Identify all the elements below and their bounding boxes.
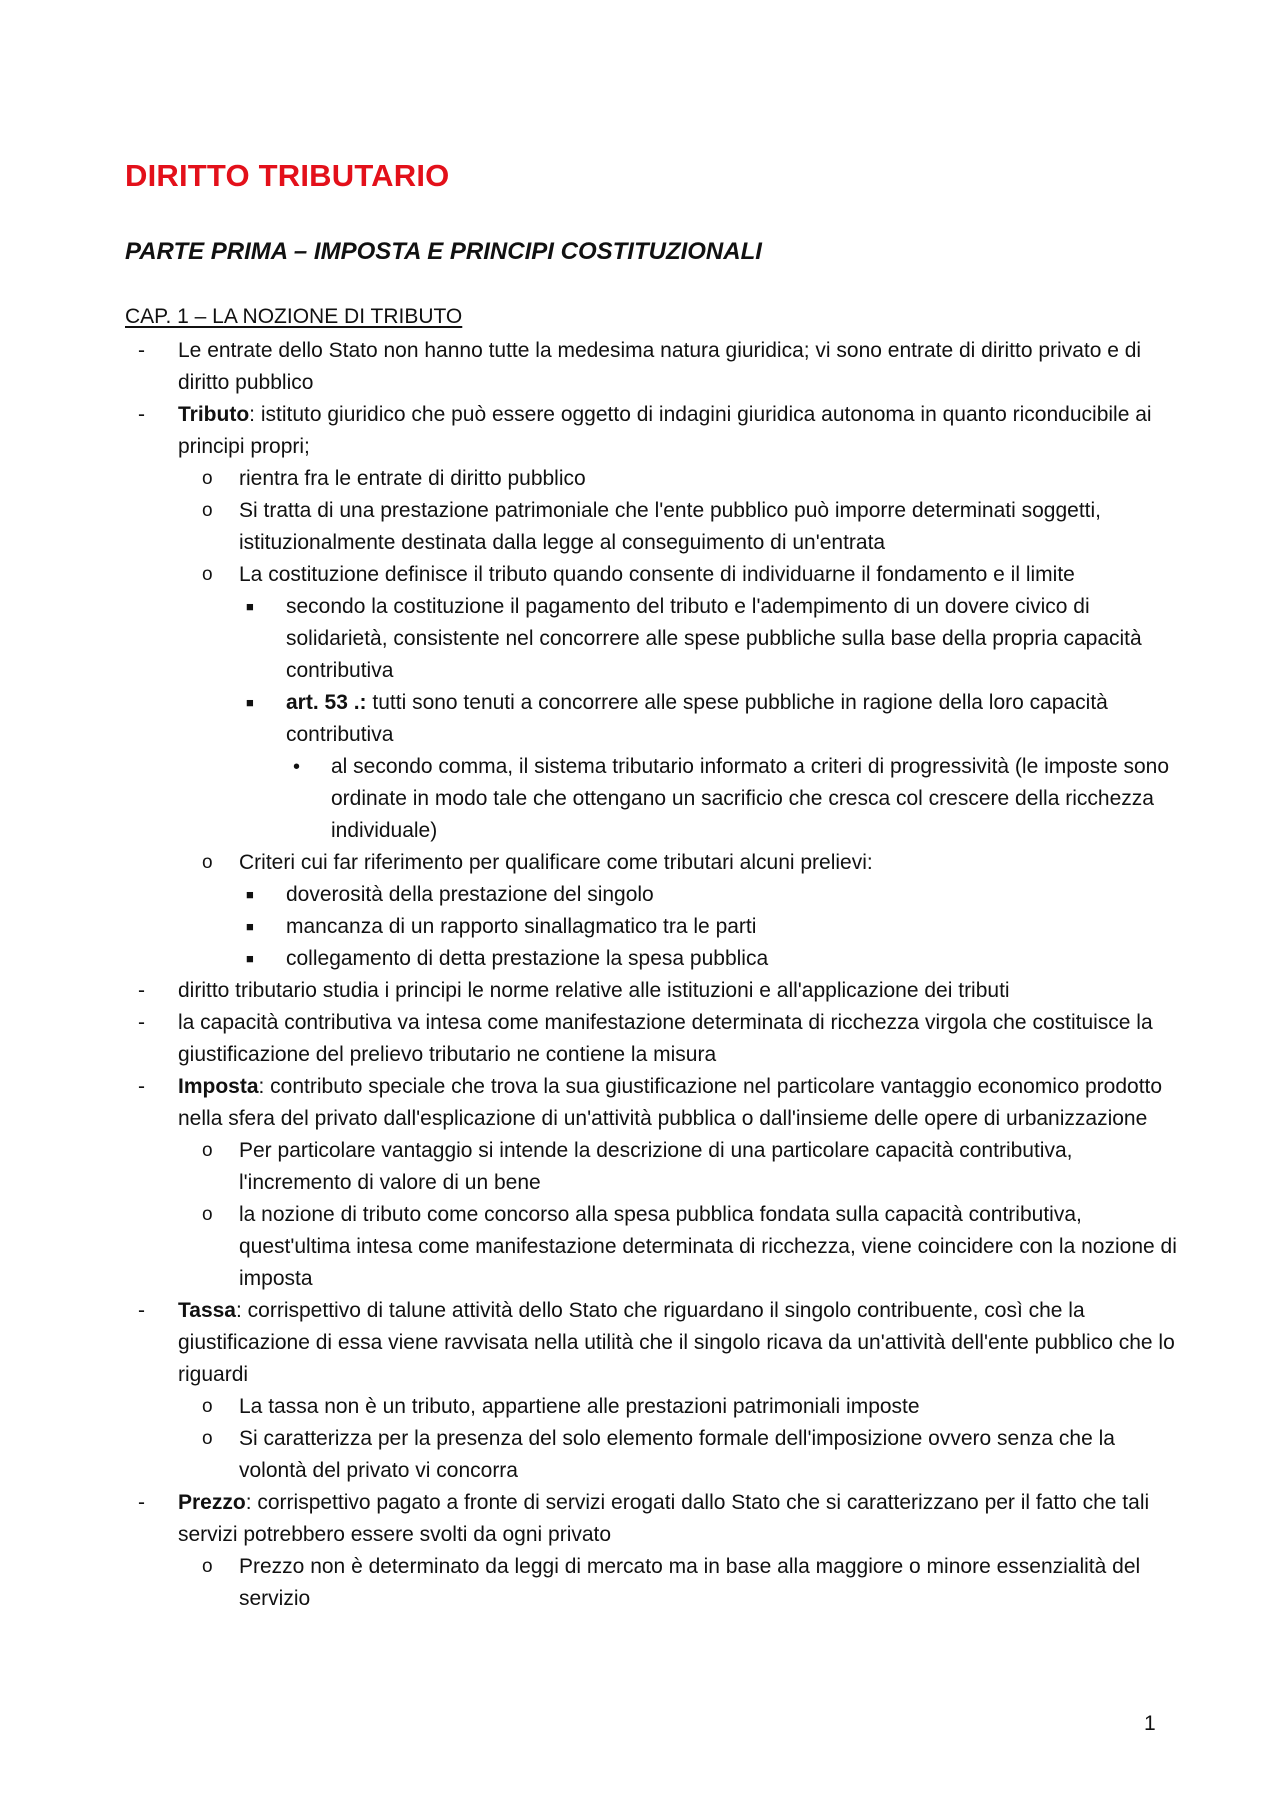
- list-item: [125, 1135, 1185, 1199]
- list-item: [125, 879, 1185, 911]
- item-text: mancanza di un rapporto sinallagmatico tra le parti: [286, 915, 757, 938]
- item-text: : contributo speciale che trova la sua giustificazione nel particolare vantaggio economico prodotto nella sfera del privato dall'esplicazione di un'attività pubblica o dall'insieme delle opere di urbanizzazione: [178, 1075, 1163, 1130]
- bullet-marker: ■: [246, 919, 254, 934]
- bullet-marker: -: [138, 979, 145, 1002]
- bullet-marker: o: [202, 564, 213, 585]
- item-text: collegamento di detta prestazione la spesa pubblica: [286, 947, 769, 970]
- list-item: [125, 847, 1185, 879]
- bullet-marker: ■: [246, 951, 254, 966]
- list-item: [125, 559, 1185, 591]
- list-item: [125, 943, 1185, 975]
- list-item: [125, 1295, 1185, 1391]
- list-item: [125, 1487, 1185, 1551]
- list-item: [125, 335, 1185, 399]
- bullet-marker: o: [202, 1556, 213, 1577]
- list-item: [125, 591, 1185, 687]
- list-item: [125, 975, 1185, 1007]
- list-item: [125, 1199, 1185, 1295]
- item-text: Si caratterizza per la presenza del solo elemento formale dell'imposizione ovvero senza che la volontà del privato vi concorra: [239, 1427, 1115, 1482]
- item-text: Per particolare vantaggio si intende la descrizione di una particolare capacità contributiva, l'incremento di valore di un bene: [239, 1139, 1073, 1194]
- item-text: secondo la costituzione il pagamento del tributo e l'adempimento di un dovere civico di solidarietà, consistente nel concorrere alle spese pubbliche sulla base della propria capacità contributiva: [286, 595, 1142, 682]
- item-term: Imposta: [178, 1075, 259, 1098]
- item-text: Le entrate dello Stato non hanno tutte la medesima natura giuridica; vi sono entrate di diritto privato e di diritto pubblico: [178, 339, 1142, 394]
- part-heading: PARTE PRIMA – IMPOSTA E PRINCIPI COSTITUZIONALI: [125, 238, 762, 265]
- list-item: [125, 911, 1185, 943]
- item-text: al secondo comma, il sistema tributario informato a criteri di progressività (le imposte sono ordinate in modo tale che ottengano un sacrificio che cresca col crescere della ricchezza individuale): [331, 755, 1170, 842]
- list-item: [125, 687, 1185, 751]
- item-text: La tassa non è un tributo, appartiene alle prestazioni patrimoniali imposte: [239, 1395, 920, 1418]
- bullet-marker: ■: [246, 599, 254, 614]
- item-text: : istituto giuridico che può essere oggetto di indagini giuridica autonoma in quanto riconducibile ai principi propri;: [178, 403, 1152, 458]
- bullet-marker: ■: [246, 887, 254, 902]
- item-term: art. 53 .:: [286, 691, 367, 714]
- item-text: la nozione di tributo come concorso alla spesa pubblica fondata sulla capacità contributiva, quest'ultima intesa come manifestazione determinata di ricchezza, viene coincidere con la nozione di imposta: [239, 1203, 1177, 1290]
- item-text: : corrispettivo di talune attività dello Stato che riguardano il singolo contribuente, così che la giustificazione di essa viene ravvisata nella utilità che il singolo ricava da un'attività dell'ente pubblico che lo riguardi: [178, 1299, 1175, 1386]
- bullet-marker: o: [202, 852, 213, 873]
- bullet-marker: -: [138, 1491, 145, 1514]
- item-text: la capacità contributiva va intesa come manifestazione determinata di ricchezza virgola che costituisce la giustificazione del prelievo tributario ne contiene la misura: [178, 1011, 1153, 1066]
- list-item: [125, 1423, 1185, 1487]
- item-text: : corrispettivo pagato a fronte di servizi erogati dallo Stato che si caratterizzano per il fatto che tali servizi potrebbero essere svolti da ogni privato: [178, 1491, 1150, 1546]
- item-term: Prezzo: [178, 1491, 246, 1514]
- bullet-marker: -: [138, 1011, 145, 1034]
- item-text: rientra fra le entrate di diritto pubblico: [239, 467, 586, 490]
- bullet-marker: o: [202, 1428, 213, 1449]
- chapter-heading: CAP. 1 – LA NOZIONE DI TRIBUTO: [125, 305, 463, 328]
- page-number: 1: [1144, 1712, 1156, 1735]
- bullet-marker: -: [138, 403, 145, 426]
- item-text: doverosità della prestazione del singolo: [286, 883, 654, 906]
- bullet-marker: -: [138, 1299, 145, 1322]
- bullet-marker: o: [202, 468, 213, 489]
- item-text: Si tratta di una prestazione patrimoniale che l'ente pubblico può imporre determinati soggetti, istituzionalmente destinata dalla legge al conseguimento di un'entrata: [239, 499, 1102, 554]
- bullet-marker: o: [202, 1140, 213, 1161]
- bullet-marker: -: [138, 339, 145, 362]
- document-title: DIRITTO TRIBUTARIO: [125, 158, 450, 193]
- list-item: [125, 1391, 1185, 1423]
- item-text: Criteri cui far riferimento per qualificare come tributari alcuni prelievi:: [239, 851, 873, 874]
- bullet-marker: •: [293, 756, 301, 778]
- bullet-marker: -: [138, 1075, 145, 1098]
- item-text: tutti sono tenuti a concorrere alle spese pubbliche in ragione della loro capacità contributiva: [286, 691, 1108, 746]
- item-text: La costituzione definisce il tributo quando consente di individuarne il fondamento e il limite: [239, 563, 1075, 586]
- list-item: [125, 463, 1185, 495]
- bullet-marker: o: [202, 500, 213, 521]
- list-item: [125, 1071, 1185, 1135]
- list-item: [125, 399, 1185, 463]
- outline-list: [125, 335, 1185, 1615]
- list-item: [125, 1007, 1185, 1071]
- bullet-marker: o: [202, 1396, 213, 1417]
- item-text: Prezzo non è determinato da leggi di mercato ma in base alla maggiore o minore essenzialità del servizio: [239, 1555, 1141, 1610]
- bullet-marker: o: [202, 1204, 213, 1225]
- item-text: diritto tributario studia i principi le norme relative alle istituzioni e all'applicazione dei tributi: [178, 979, 1010, 1002]
- list-item: [125, 751, 1185, 847]
- item-term: Tassa: [178, 1299, 236, 1322]
- item-term: Tributo: [178, 403, 250, 426]
- list-item: [125, 495, 1185, 559]
- bullet-marker: ■: [246, 695, 254, 710]
- list-item: [125, 1551, 1185, 1615]
